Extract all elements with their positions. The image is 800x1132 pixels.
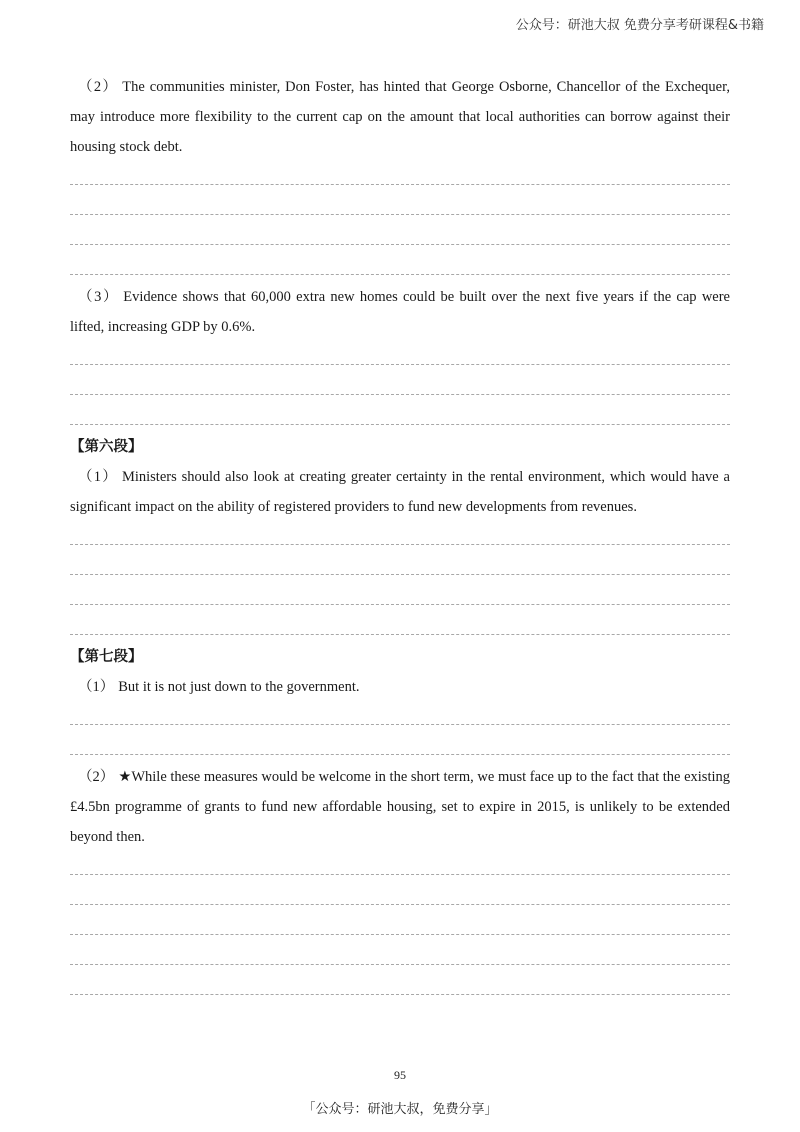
answer-line[interactable] <box>70 754 730 755</box>
page-content <box>70 72 730 1002</box>
sentence-text: ★While these measures would be welcome in the short term, we must face up to the fact that the existing £4.5bn programme of grants to fund new affordable housing, set to expire in 2015, is unlikely to be extended beyond then. <box>70 769 731 845</box>
item-number: （2） <box>78 769 115 785</box>
item-number: （3） <box>78 289 120 305</box>
answer-line[interactable] <box>70 604 730 605</box>
answer-line[interactable] <box>70 904 730 905</box>
section-heading: 【第七段】 <box>70 649 143 665</box>
sentence-item <box>70 762 730 852</box>
item-number: （1） <box>78 469 118 485</box>
answer-line[interactable] <box>70 994 730 995</box>
sentence-item <box>70 462 730 522</box>
item-number: （1） <box>78 679 115 695</box>
sentence-item <box>70 672 730 702</box>
page-footer: 「公众号：研池大叔，免费分享」 <box>302 1102 498 1117</box>
answer-line[interactable] <box>70 364 730 365</box>
page-header: 公众号：研池大叔 免费分享考研课程&书籍 <box>515 18 764 33</box>
answer-line[interactable] <box>70 244 730 245</box>
answer-line[interactable] <box>70 424 730 425</box>
answer-line[interactable] <box>70 634 730 635</box>
answer-lines[interactable] <box>70 702 730 762</box>
answer-line[interactable] <box>70 724 730 725</box>
section-heading: 【第六段】 <box>70 439 143 455</box>
section <box>70 72 730 432</box>
sentence-text: But it is not just down to the government. <box>118 679 360 695</box>
answer-line[interactable] <box>70 964 730 965</box>
sentence-item <box>70 72 730 162</box>
sentence-text: Ministers should also look at creating greater certainty in the rental environment, which would have a significant impact on the ability of registered providers to fund new developments from revenues. <box>70 469 730 515</box>
answer-lines[interactable] <box>70 522 730 642</box>
item-number: （2） <box>78 79 119 95</box>
answer-line[interactable] <box>70 184 730 185</box>
section <box>70 432 730 642</box>
answer-lines[interactable] <box>70 162 730 282</box>
answer-lines[interactable] <box>70 342 730 432</box>
sentence-item <box>70 282 730 342</box>
answer-line[interactable] <box>70 214 730 215</box>
answer-line[interactable] <box>70 394 730 395</box>
answer-lines[interactable] <box>70 852 730 1002</box>
answer-line[interactable] <box>70 544 730 545</box>
answer-line[interactable] <box>70 574 730 575</box>
answer-line[interactable] <box>70 274 730 275</box>
sentence-text: Evidence shows that 60,000 extra new homes could be built over the next five years if the cap were lifted, increasing GDP by 0.6%. <box>70 289 730 335</box>
sentence-text: The communities minister, Don Foster, has hinted that George Osborne, Chancellor of the Exchequer, may introduce more flexibility to the current cap on the amount that local authorities can borrow against their housing stock debt. <box>70 79 730 155</box>
section <box>70 642 730 1002</box>
answer-line[interactable] <box>70 934 730 935</box>
page-number: 95 <box>394 1068 406 1082</box>
answer-line[interactable] <box>70 874 730 875</box>
